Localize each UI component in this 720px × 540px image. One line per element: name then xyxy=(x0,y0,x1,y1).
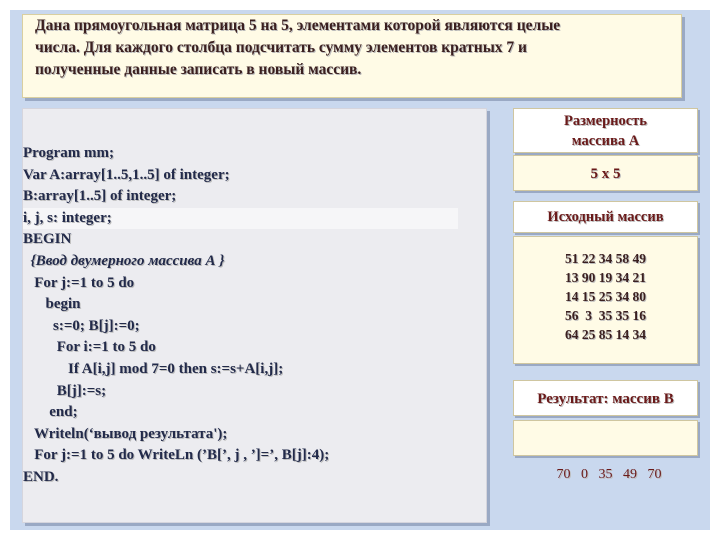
program-code-panel xyxy=(22,108,487,523)
code-line: Var A:array[1..5,1..5] of integer; xyxy=(23,166,230,183)
code-line: END. xyxy=(23,468,59,485)
result-values-box xyxy=(513,420,698,482)
dimension-value: 5 x 5 xyxy=(590,166,621,182)
code-line: For j:=1 to 5 do xyxy=(23,274,135,291)
code-line: end; xyxy=(23,404,78,421)
result-values: 70 0 35 49 70 xyxy=(556,467,662,482)
matrix-row: 51 22 34 58 49 xyxy=(565,251,646,266)
code-line: For j:=1 to 5 do WriteLn (’B[’, j , ’]=’, B[j]:4); xyxy=(23,447,330,464)
code-line: Program mm; xyxy=(23,145,114,161)
code-line: s:=0; B[j]:=0; xyxy=(23,317,140,334)
matrix-row: 64 25 85 14 34 xyxy=(565,327,646,342)
source-title: Исходный массив xyxy=(547,209,664,225)
task-line: Дана прямоугольная матрица 5 на 5, элементами которой являются целые xyxy=(35,17,561,34)
code-line: i, j, s: integer; xyxy=(23,208,458,230)
result-title-box xyxy=(513,380,698,416)
code-line: BEGIN xyxy=(23,231,72,248)
source-title-box xyxy=(513,201,698,233)
code-line: For i:=1 to 5 do xyxy=(23,339,156,356)
code-line: B[j]:=s; xyxy=(23,382,107,399)
dimension-title-line: массива А xyxy=(571,133,640,149)
task-line: полученные данные записать в новый массив. xyxy=(35,61,362,78)
code-comment-line: {Ввод двумерного массива А } xyxy=(23,252,225,269)
code-line: If A[i,j] mod 7=0 then s:=s+A[i,j]; xyxy=(23,360,284,377)
dimension-value-box xyxy=(513,155,698,191)
source-matrix-box xyxy=(513,236,698,364)
task-line: числа. Для каждого столбца подсчитать сумму элементов кратных 7 и xyxy=(35,39,527,56)
matrix-row: 13 90 19 34 21 xyxy=(565,270,646,285)
matrix-row: 56 3 35 35 16 xyxy=(565,308,646,323)
result-title: Результат: массив В xyxy=(537,391,674,407)
code-line: B:array[1..5] of integer; xyxy=(23,188,177,205)
code-line: Writeln(‘вывод результата'); xyxy=(23,425,228,442)
matrix-row: 14 15 25 34 80 xyxy=(565,289,646,304)
task-description xyxy=(22,14,682,98)
code-line: begin xyxy=(23,296,81,313)
dimension-title-line: Размерность xyxy=(564,113,647,129)
dimension-title-box xyxy=(513,108,698,153)
